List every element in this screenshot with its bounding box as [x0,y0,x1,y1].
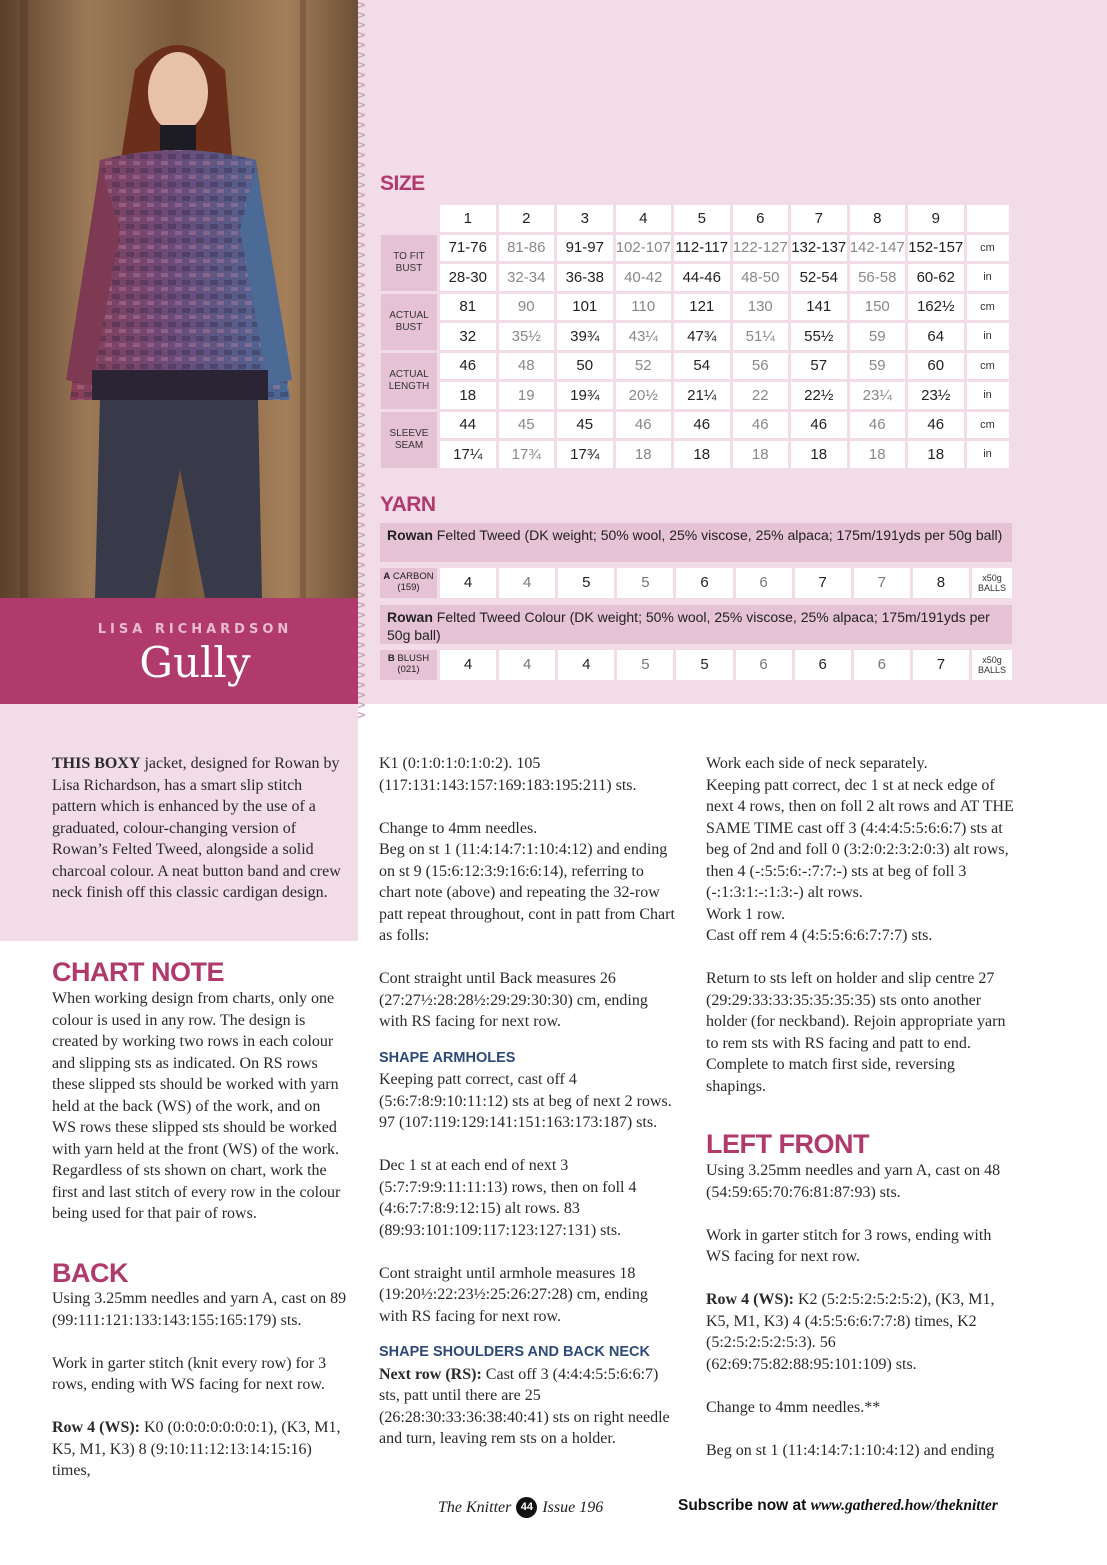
lf-row4 [706,1289,1016,1375]
size-group-label: SLEEVE SEAM [381,412,437,468]
size-row [381,294,1009,321]
size-cell: 122-127 [733,235,789,262]
size-cell: 152-157 [908,235,964,262]
intro-body: jacket, designed for Rowan by Lisa Richardson, has a smart slip stitch pattern which is enhanced by the use of a graduated, colour-changing version of Rowan’s Felted Tweed, alongside a solid charcoal colour. A neat button band and crew neck finish off this classic cardigan design. [52,755,341,901]
lf-garter: Work in garter stitch for 3 rows, ending with WS facing for next row. [706,1226,992,1265]
footer-subscribe [678,1497,998,1515]
back-continued [379,753,679,1450]
size-cell: 36-38 [557,264,613,291]
size-cell: 48 [499,353,555,380]
shape-shoulders-heading: SHAPE SHOULDERS AND BACK NECK [379,1344,650,1360]
yarn-b-row [380,650,1012,680]
size-cell: 23½ [908,382,964,409]
lf-cast-on: Using 3.25mm needles and yarn A, cast on 48 (54:59:65:70:76:81:87:93) sts. [706,1162,1001,1201]
size-cell: 22½ [791,382,847,409]
yarn-b-qty: 4 [499,650,555,680]
size-cell: 28-30 [440,264,496,291]
size-cell: 59 [850,323,906,350]
lf-row4-label: Row 4 (WS): [706,1291,794,1308]
yarn-a-qty: 4 [499,568,555,598]
size-unit: in [967,264,1009,291]
size-row [381,235,1009,262]
size-unit: cm [967,412,1009,439]
size-cell: 17¼ [440,441,496,468]
size-header-cell: 9 [908,205,964,232]
issue-number: Issue 196 [542,1498,604,1516]
left-front-instructions [706,1160,1016,1461]
chart-note-heading: CHART NOTE [52,957,224,987]
yarn-b-qty: 4 [558,650,614,680]
size-header-cell: 8 [850,205,906,232]
neck-cast-off: Cast off rem 4 (4:5:5:6:6:7:7:7) sts. [706,927,933,944]
back-change-needles: Change to 4mm needles. [379,819,538,837]
yarn-b-qty: 4 [440,650,496,680]
yarn-a-qty: 4 [440,568,496,598]
yarn-a-qty: 7 [854,568,910,598]
shape-armholes-heading: SHAPE ARMHOLES [379,1049,516,1066]
size-cell: 60-62 [908,264,964,291]
yarn-b-qty: 6 [736,650,792,680]
size-heading: SIZE [380,172,425,195]
yarn-b-qty: 5 [617,650,673,680]
size-cell: 46 [674,412,730,439]
armhole-cast-off: Keeping patt correct, cast off 4 (5:6:7:8:9:10:11:12) sts at beg of next 2 rows. 97 (107:119:129:141:151:163:173:187) sts. [379,1071,672,1131]
size-header-cell: 2 [499,205,555,232]
yarn-a-qty: 5 [558,568,614,598]
next-row-text: Cast off 3 (4:4:4:5:5:6:6:7) sts, patt until there are 25 (26:28:30:33:36:38:40:41) sts on right needle and turn, leaving rem sts on a holder. [379,1365,670,1447]
size-cell: 46 [733,412,789,439]
size-cell: 20½ [616,382,672,409]
yarn-b-shade: BLUSH [397,653,430,664]
size-cell: 81 [440,294,496,321]
size-cell: 46 [791,412,847,439]
yarn-b-qty: 6 [854,650,910,680]
size-cell: 132-137 [791,235,847,262]
yarn-a-qty: 7 [795,568,851,598]
yarn-a-qty: 6 [676,568,732,598]
designer-name: LISA RICHARDSON [97,622,293,637]
size-cell: 43¼ [616,323,672,350]
size-cell: 48-50 [733,264,789,291]
size-unit: cm [967,235,1009,262]
back-heading: BACK [52,1258,128,1288]
back-garter: Work in garter stitch (knit every row) for 3 rows, ending with WS facing for next row. [52,1354,327,1393]
size-cell: 47¾ [674,323,730,350]
size-header-cell: 7 [791,205,847,232]
yarn-b-brand: Rowan [387,609,433,625]
back-k1-line: K1 (0:1:0:1:0:1:0:2). 105 (117:131:143:157:169:183:195:211) sts. [379,755,637,794]
yarn-a-qty: 8 [913,568,969,598]
size-cell: 18 [440,382,496,409]
size-cell: 18 [733,441,789,468]
footer-magazine [438,1497,603,1518]
size-cell: 19¾ [557,382,613,409]
intro-text [52,753,342,904]
size-row [381,353,1009,380]
size-cell: 18 [850,441,906,468]
yarn-b-unit: x50g BALLS [972,650,1012,680]
size-cell: 90 [499,294,555,321]
yarn-heading: YARN [380,493,436,516]
left-front-heading: LEFT FRONT [706,1129,869,1159]
size-header-cell: 6 [733,205,789,232]
yarn-b-description [380,605,1012,644]
size-cell: 64 [908,323,964,350]
yarn-a-description [380,523,1012,562]
size-cell: 141 [791,294,847,321]
neck-return: Return to sts left on holder and slip centre 27 (29:29:33:33:35:35:35:35) sts onto another holder (for neckband). Rejoin appropriate yarn to rem sts with RS facing and patt to end. [706,970,1006,1052]
size-cell: 112-117 [674,235,730,262]
yarn-a-code: (159) [397,582,420,593]
back-cast-on: Using 3.25mm needles and yarn A, cast on 89 (99:111:121:133:143:155:165:179) sts. [52,1290,347,1329]
page-number: 44 [516,1497,537,1518]
lf-beg-st: Beg on st 1 (11:4:14:7:1:10:4:12) and ending [706,1441,995,1459]
size-cell: 21¼ [674,382,730,409]
size-cell: 81-86 [499,235,555,262]
size-cell: 46 [850,412,906,439]
yarn-b-code: (021) [397,664,420,675]
size-header-cell: 3 [557,205,613,232]
size-cell: 59 [850,353,906,380]
size-row [381,382,1009,409]
size-cell: 45 [557,412,613,439]
size-cell: 39¾ [557,323,613,350]
size-cell: 142-147 [850,235,906,262]
size-cell: 35½ [499,323,555,350]
neck-work-row: Work 1 row. [706,905,785,923]
size-cell: 51¼ [733,323,789,350]
yarn-a-shade: CARBON [392,571,434,582]
size-header-cell: 5 [674,205,730,232]
size-cell: 56 [733,353,789,380]
size-table [378,202,1012,471]
neck-dec: Keeping patt correct, dec 1 st at neck edge of next 4 rows, then on foll 2 alt rows and AT THE SAME TIME cast off 3 (4:4:4:5:5:6:6:7) sts at beg of 2nd and foll 0 (3:2:0:2:3:2:0:3) alt rows, then 4 (-:5:5:6:-:7:7:-) sts at beg of foll 3 (-:1:3:1:-:1:3:-) alt rows. [706,776,1014,901]
size-cell: 130 [733,294,789,321]
size-cell: 71-76 [440,235,496,262]
size-header-cell: 1 [440,205,496,232]
magazine-name: The Knitter [438,1498,512,1516]
size-cell: 52 [616,353,672,380]
back-cont-straight: Cont straight until Back measures 26 (27:27½:28:28½:29:29:30:30) cm, ending with RS facing for next row. [379,970,648,1030]
size-cell: 101 [557,294,613,321]
yarn-a-label [380,568,437,598]
model-photo [0,0,358,598]
back-row4-text: K0 (0:0:0:0:0:0:0:1), (K3, M1, K5, M1, K3) 8 (9:10:11:12:13:14:15:16) times, [52,1419,341,1479]
size-cell: 46 [908,412,964,439]
size-cell: 18 [674,441,730,468]
size-unit: in [967,441,1009,468]
yarn-a-unit: x50g BALLS [972,568,1012,598]
size-row [381,441,1009,468]
size-unit: cm [967,353,1009,380]
size-cell: 40-42 [616,264,672,291]
size-cell: 91-97 [557,235,613,262]
size-cell: 52-54 [791,264,847,291]
next-row-label: Next row (RS): [379,1365,482,1383]
size-cell: 44 [440,412,496,439]
back-instructions [52,1288,352,1482]
size-group-label: ACTUAL BUST [381,294,437,350]
chart-note-text: When working design from charts, only one colour is used in any row. The design is created by working two rows in each colour and slipping sts as indicated. On RS rows these slipped sts should be worked with yarn held at the back (WS) of the work, and on WS rows these slipped sts should be worked with yarn held at the front (WS) of the work. Regardless of sts shown on chart, work the first and last stitch of every row in the colour being used for that pair of rows. [52,990,341,1222]
size-cell: 46 [616,412,672,439]
yarn-b-label [380,650,437,680]
size-cell: 18 [908,441,964,468]
size-cell: 162½ [908,294,964,321]
size-cell: 55½ [791,323,847,350]
title-block [0,598,358,704]
size-cell: 150 [850,294,906,321]
back-chart-start: Beg on st 1 (11:4:14:7:1:10:4:12) and ending on st 9 (15:6:12:3:9:16:6:14), referring to chart note (above) and repeating the 32-row patt repeat throughout, cont in patt from Chart as folls: [379,841,675,944]
size-unit: in [967,323,1009,350]
size-cell: 19 [499,382,555,409]
size-unit: cm [967,294,1009,321]
back-row4-label: Row 4 (WS): [52,1419,140,1436]
size-unit: in [967,382,1009,409]
size-cell: 45 [499,412,555,439]
yarn-a-brand: Rowan [387,527,433,543]
size-cell: 44-46 [674,264,730,291]
size-cell: 23¼ [850,382,906,409]
size-header-blank [967,205,1009,232]
size-cell: 60 [908,353,964,380]
size-cell: 50 [557,353,613,380]
size-cell: 110 [616,294,672,321]
subscribe-text: Subscribe now at [678,1497,811,1514]
size-group-label: TO FIT BUST [381,235,437,291]
size-cell: 121 [674,294,730,321]
size-header-cell: 4 [616,205,672,232]
yarn-a-qty: 5 [617,568,673,598]
yarn-a-letter: A [383,571,391,582]
yarn-a-row [380,568,1012,598]
size-cell: 56-58 [850,264,906,291]
yarn-a-qty: 6 [736,568,792,598]
size-cell: 32 [440,323,496,350]
subscribe-url[interactable]: www.gathered.how/theknitter [810,1497,998,1514]
size-cell: 54 [674,353,730,380]
size-row [381,323,1009,350]
armhole-cont: Cont straight until armhole measures 18 (19:20½:22:23½:25:26:27:28) cm, ending with RS facing for next row. [379,1264,648,1325]
neck-complete: Complete to match first side, reversing shapings. [706,1056,955,1095]
size-cell: 17¾ [557,441,613,468]
yarn-b-desc: Felted Tweed Colour (DK weight; 50% wool, 25% viscose, 25% alpaca; 175m/191yds per 50g ball) [387,609,990,643]
size-cell: 18 [791,441,847,468]
armhole-dec: Dec 1 st at each end of next 3 (5:7:7:9:9:11:11:13) rows, then on foll 4 (4:6:7:7:8:9:12:15) alt rows. 83 (89:93:101:109:117:123:127:131) sts. [379,1157,637,1239]
size-cell: 17¾ [499,441,555,468]
size-group-label: ACTUAL LENGTH [381,353,437,409]
neck-separately: Work each side of neck separately. [706,755,928,772]
yarn-b-letter: B [387,653,395,664]
back-row4 [52,1417,352,1482]
lf-change-needles: Change to 4mm needles.** [706,1398,881,1416]
yarn-b-qty: 6 [795,650,851,680]
size-cell: 32-34 [499,264,555,291]
next-row-rs [379,1364,679,1450]
yarn-b-qty: 5 [676,650,732,680]
neck-instructions [706,753,1016,1097]
size-cell: 102-107 [616,235,672,262]
intro-lead: THIS BOXY [52,755,141,772]
size-corner [381,205,437,232]
size-cell: 18 [616,441,672,468]
size-row [381,412,1009,439]
size-cell: 22 [733,382,789,409]
yarn-b-qty: 7 [913,650,969,680]
size-cell: 46 [440,353,496,380]
lf-row4-text: K2 (5:2:5:2:5:2:5:2), (K3, M1, K5, M1, K3) 4 (4:5:5:6:6:7:7:8) times, K2 (5:2:5:2:5:2:5:3). 56 (62:69:75:82:88:95:101:109) sts. [706,1291,995,1373]
yarn-a-desc: Felted Tweed (DK weight; 50% wool, 25% viscose, 25% alpaca; 175m/191yds per 50g ball) [432,527,1003,543]
pattern-title: Gully [139,638,251,687]
size-cell: 57 [791,353,847,380]
size-row [381,264,1009,291]
